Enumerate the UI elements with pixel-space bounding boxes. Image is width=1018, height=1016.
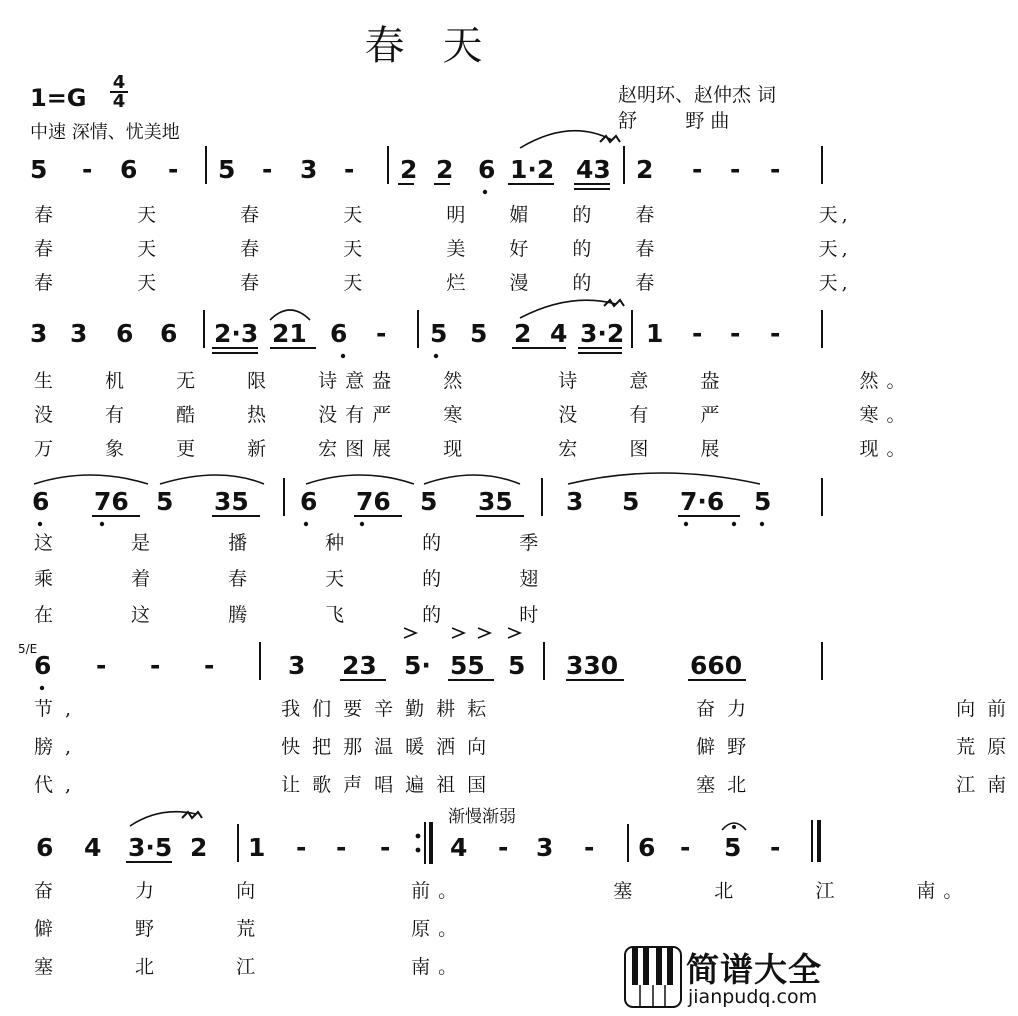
row-3-notes (32, 487, 771, 516)
note: 5 (622, 487, 640, 516)
note: 6 (300, 487, 318, 516)
row-1-notes (30, 155, 780, 184)
note: 6 (160, 319, 178, 348)
lyric-line: 春 天 春 天 烂 漫 的 春 天, (34, 272, 852, 294)
repeat-sign (416, 822, 431, 864)
time-signature-bottom: 4 (112, 91, 126, 112)
note: 35 (214, 487, 249, 516)
note: 6 (478, 155, 496, 184)
note: 5 (754, 487, 772, 516)
note: - (770, 319, 781, 348)
lyric-line: 代, 让歌声唱遍祖国 塞北 江南 (34, 774, 1018, 796)
note: 660 (690, 651, 743, 680)
tempo-change: 渐慢渐弱 (448, 807, 516, 827)
row-2-notes (30, 319, 780, 348)
note: - (168, 155, 179, 184)
note: - (262, 155, 273, 184)
note: 3 (30, 319, 48, 348)
key-signature: 1=G (30, 84, 87, 112)
fermata (722, 823, 746, 830)
note: 4 (550, 319, 568, 348)
note: - (376, 319, 387, 348)
note: 5 (470, 319, 488, 348)
note: 2 (190, 833, 208, 862)
note: 23 (342, 651, 377, 680)
lyric-line: 万 象 更 新 宏图展 现 宏 图 展 现。 (34, 438, 914, 460)
note: 2·3 (214, 319, 259, 348)
note: 5 (430, 319, 448, 348)
note: 2 (514, 319, 532, 348)
note: 2 (436, 155, 454, 184)
lyric-line: 节, 我们要辛勤耕耘 奋力 向前 (34, 698, 1018, 720)
note: 6 (36, 833, 54, 862)
note: 55 (450, 651, 485, 680)
note: 6 (32, 487, 50, 516)
note: - (96, 651, 107, 680)
note: 3 (300, 155, 318, 184)
accents (404, 628, 520, 638)
note: - (498, 833, 509, 862)
note: 1·2 (510, 155, 555, 184)
note: 76 (356, 487, 391, 516)
note: 4 (450, 833, 468, 862)
note: 6 (638, 833, 656, 862)
note: 5· (404, 651, 431, 680)
logo-url: jianpudq.com (688, 986, 818, 1008)
note: 3 (288, 651, 306, 680)
note: 5 (420, 487, 438, 516)
lyric-line: 塞 北 江 南。 (34, 956, 466, 978)
lyric-line: 没 有 酷 热 没有严 寒 没 有 严 寒。 (34, 404, 914, 426)
note: 3·2 (580, 319, 625, 348)
note: 5 (156, 487, 174, 516)
note: - (584, 833, 595, 862)
note: 6 (34, 651, 52, 680)
note: - (692, 319, 703, 348)
note: 6 (116, 319, 134, 348)
note: 1 (248, 833, 266, 862)
logo-name: 简谱大全 (686, 950, 822, 989)
lyricist-credit: 赵明环、赵仲杰 词 (618, 84, 777, 106)
note: 43 (576, 155, 611, 184)
note: 2 (636, 155, 654, 184)
lyric-line: 春 天 春 天 明 媚 的 春 天, (34, 204, 852, 226)
note: - (730, 319, 741, 348)
note: - (730, 155, 741, 184)
lyric-line: 奋 力 向 前。 塞 北 江 南。 (34, 880, 971, 902)
note: - (770, 155, 781, 184)
note: 330 (566, 651, 619, 680)
note: 1 (646, 319, 664, 348)
note: 2 (400, 155, 418, 184)
note: 35 (478, 487, 513, 516)
site-logo (624, 944, 840, 1010)
note: - (680, 833, 691, 862)
note: - (82, 155, 93, 184)
lyric-line: 生 机 无 限 诗意盎 然 诗 意 盎 然。 (34, 370, 914, 392)
lyric-line: 春 天 春 天 美 好 的 春 天, (34, 238, 852, 260)
lyric-line: 在 这 腾 飞 的 时 (34, 604, 539, 626)
note: 3 (566, 487, 584, 516)
note: 4 (84, 833, 102, 862)
row-5-notes (36, 833, 780, 862)
note: - (296, 833, 307, 862)
lyric-line: 乘 着 春 天 的 翅 (34, 568, 539, 590)
note: 3 (70, 319, 88, 348)
song-title: 春天 (364, 23, 521, 69)
note: - (344, 155, 355, 184)
note: 5 (724, 833, 742, 862)
piano-icon (624, 946, 682, 1008)
note: - (380, 833, 391, 862)
note: - (204, 651, 215, 680)
note: 5 (30, 155, 48, 184)
tempo-marking: 中速 深情、忧美地 (30, 122, 180, 143)
lyric-line: 僻 野 荒 原。 (34, 918, 466, 940)
note: 3·5 (128, 833, 173, 862)
note: - (150, 651, 161, 680)
row-4-notes (34, 651, 742, 680)
section-mark: 5/E (18, 642, 38, 656)
note: 3 (536, 833, 554, 862)
note: 21 (272, 319, 307, 348)
note: 5 (218, 155, 236, 184)
note: 6 (120, 155, 138, 184)
note: - (770, 833, 781, 862)
composer-credit: 舒 野 曲 (618, 110, 730, 132)
note: - (336, 833, 347, 862)
note: 7·6 (680, 487, 725, 516)
note: 5 (508, 651, 526, 680)
note: - (692, 155, 703, 184)
lyric-line: 膀, 快把那温暖洒向 僻野 荒原 (34, 736, 1018, 758)
time-signature-top: 4 (110, 74, 128, 93)
lyric-line: 这 是 播 种 的 季 (34, 532, 539, 554)
note: 76 (94, 487, 129, 516)
final-barline (812, 820, 819, 862)
note: 6 (330, 319, 348, 348)
